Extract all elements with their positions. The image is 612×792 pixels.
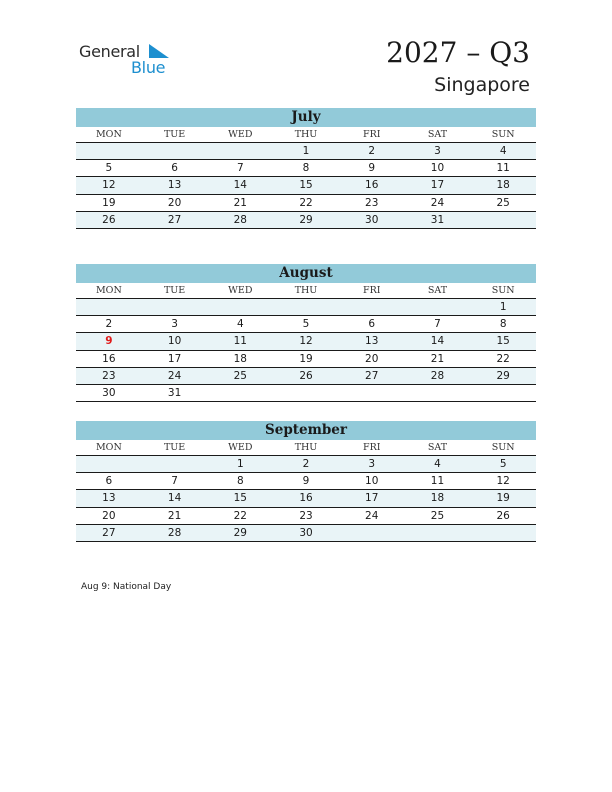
- day-cell: 20: [102, 509, 116, 522]
- day-cell: 12: [496, 475, 510, 488]
- weekday-label: FRI: [362, 285, 381, 296]
- day-cell: 15: [299, 179, 313, 192]
- weekday-label: FRI: [362, 129, 381, 140]
- week-row: [76, 299, 536, 316]
- day-cell: 23: [299, 509, 313, 522]
- weekday-label: SAT: [427, 129, 448, 140]
- weekday-label: WED: [228, 442, 253, 453]
- day-cell: 21: [167, 509, 182, 522]
- day-cell: 29: [299, 213, 313, 226]
- week-row: [76, 160, 536, 177]
- month-calendar-0: [76, 108, 536, 229]
- day-cell: 8: [499, 318, 507, 331]
- day-cell: 12: [299, 335, 313, 348]
- day-cell: 18: [430, 492, 445, 505]
- day-cell: 21: [430, 352, 445, 365]
- day-cell: 1: [302, 145, 310, 157]
- empty-day-cell: [470, 385, 536, 401]
- day-cell: 9: [105, 335, 113, 348]
- day-cell: 2: [302, 458, 310, 470]
- week-row: [76, 490, 536, 507]
- day-cell: 5: [302, 318, 310, 331]
- empty-day-cell: [76, 143, 142, 159]
- empty-day-cell: [273, 299, 339, 315]
- day-cell: 17: [430, 179, 445, 192]
- week-row: [76, 525, 536, 542]
- day-cell: 18: [233, 352, 247, 365]
- day-cell: 4: [434, 458, 441, 470]
- weekday-label: TUE: [163, 129, 186, 140]
- weekday-label: MON: [95, 442, 122, 453]
- week-row: [76, 351, 536, 368]
- day-cell: 2: [105, 318, 113, 331]
- day-cell: 9: [302, 475, 310, 488]
- generalblue-logo: [79, 40, 179, 80]
- weekday-label: SUN: [491, 129, 515, 140]
- day-cell: 2: [368, 145, 376, 157]
- day-cell: 3: [171, 318, 178, 331]
- weekday-label: THU: [294, 285, 318, 296]
- day-cell: 22: [496, 352, 510, 365]
- weekday-header-row: [76, 440, 536, 456]
- week-row: [76, 456, 536, 473]
- weekday-label: SAT: [427, 442, 448, 453]
- day-cell: 11: [430, 475, 445, 488]
- day-cell: 26: [496, 509, 510, 522]
- weekday-label: MON: [95, 285, 122, 296]
- month-calendar-2: [76, 421, 536, 542]
- day-cell: 13: [102, 492, 116, 505]
- week-row: [76, 143, 536, 160]
- day-cell: 1: [499, 301, 507, 313]
- day-cell: 30: [365, 213, 379, 226]
- weekday-label: TUE: [163, 285, 186, 296]
- day-cell: 25: [233, 369, 247, 382]
- empty-day-cell: [142, 299, 208, 315]
- day-cell: 15: [496, 335, 510, 348]
- day-cell: 19: [299, 352, 313, 365]
- week-row: [76, 316, 536, 333]
- day-cell: 14: [233, 179, 247, 192]
- day-cell: 4: [236, 318, 244, 331]
- day-cell: 6: [105, 475, 113, 488]
- empty-day-cell: [207, 143, 273, 159]
- day-cell: 8: [302, 162, 310, 175]
- week-row: [76, 212, 536, 229]
- day-cell: 10: [365, 475, 379, 488]
- empty-day-cell: [76, 299, 142, 315]
- day-cell: 19: [102, 196, 116, 209]
- day-cell: 28: [167, 526, 182, 539]
- weekday-label: SUN: [491, 285, 515, 296]
- day-cell: 7: [171, 475, 178, 488]
- empty-day-cell: [470, 525, 536, 541]
- country-subtitle: Singapore: [434, 74, 530, 96]
- day-cell: 5: [499, 458, 507, 470]
- day-cell: 3: [368, 458, 376, 470]
- day-cell: 17: [167, 352, 182, 365]
- day-cell: 6: [171, 162, 178, 175]
- day-cell: 11: [496, 162, 510, 175]
- day-cell: 4: [499, 145, 507, 157]
- day-cell: 27: [102, 526, 116, 539]
- day-cell: 24: [167, 369, 182, 382]
- day-cell: 6: [368, 318, 376, 331]
- day-cell: 14: [430, 335, 445, 348]
- weekday-label: THU: [294, 129, 318, 140]
- week-row: [76, 333, 536, 350]
- page-title: 2027 – Q3: [386, 36, 530, 69]
- day-cell: 10: [430, 162, 445, 175]
- empty-day-cell: [405, 525, 471, 541]
- weekday-label: TUE: [163, 442, 186, 453]
- weekday-label: MON: [95, 129, 122, 140]
- day-cell: 3: [434, 145, 441, 157]
- day-cell: 20: [167, 196, 182, 209]
- empty-day-cell: [207, 299, 273, 315]
- weekday-label: WED: [228, 285, 253, 296]
- empty-day-cell: [339, 385, 405, 401]
- day-cell: 15: [233, 492, 247, 505]
- day-cell: 16: [299, 492, 313, 505]
- week-row: [76, 177, 536, 194]
- day-cell: 26: [299, 369, 313, 382]
- day-cell: 25: [430, 509, 445, 522]
- empty-day-cell: [339, 525, 405, 541]
- day-cell: 30: [102, 386, 116, 399]
- holiday-note: Aug 9: National Day: [81, 582, 172, 592]
- day-cell: 13: [365, 335, 379, 348]
- week-row: [76, 473, 536, 490]
- day-cell: 31: [430, 213, 445, 226]
- weekday-label: WED: [228, 129, 253, 140]
- day-cell: 23: [102, 369, 116, 382]
- week-row: [76, 368, 536, 385]
- day-cell: 8: [236, 475, 244, 488]
- weekday-header-row: [76, 283, 536, 299]
- day-cell: 27: [167, 213, 182, 226]
- month-title: August: [76, 264, 536, 283]
- month-title: September: [76, 421, 536, 440]
- weekday-header-row: [76, 127, 536, 143]
- day-cell: 20: [365, 352, 379, 365]
- day-cell: 29: [496, 369, 510, 382]
- day-cell: 24: [430, 196, 445, 209]
- day-cell: 7: [236, 162, 244, 175]
- day-cell: 17: [365, 492, 379, 505]
- empty-day-cell: [470, 212, 536, 228]
- day-cell: 28: [430, 369, 445, 382]
- empty-day-cell: [339, 299, 405, 315]
- weekday-label: THU: [294, 442, 318, 453]
- empty-day-cell: [273, 385, 339, 401]
- weekday-label: SUN: [491, 442, 515, 453]
- day-cell: 7: [434, 318, 441, 331]
- empty-day-cell: [142, 143, 208, 159]
- day-cell: 13: [167, 179, 182, 192]
- day-cell: 16: [102, 352, 116, 365]
- month-calendar-1: [76, 264, 536, 402]
- day-cell: 5: [105, 162, 113, 175]
- day-cell: 22: [233, 509, 247, 522]
- day-cell: 28: [233, 213, 247, 226]
- empty-day-cell: [207, 385, 273, 401]
- month-title: July: [76, 108, 536, 127]
- day-cell: 19: [496, 492, 510, 505]
- empty-day-cell: [405, 385, 471, 401]
- day-cell: 29: [233, 526, 247, 539]
- empty-day-cell: [142, 456, 208, 472]
- logo-text-blue: Blue: [131, 58, 166, 77]
- day-cell: 21: [233, 196, 247, 209]
- day-cell: 24: [365, 509, 379, 522]
- day-cell: 22: [299, 196, 313, 209]
- logo-text-general: General: [79, 42, 140, 61]
- day-cell: 30: [299, 526, 313, 539]
- day-cell: 12: [102, 179, 116, 192]
- day-cell: 31: [167, 386, 182, 399]
- logo-triangle-icon: [149, 44, 169, 58]
- day-cell: 18: [496, 179, 510, 192]
- weekday-label: SAT: [427, 285, 448, 296]
- empty-day-cell: [405, 299, 471, 315]
- day-cell: 25: [496, 196, 510, 209]
- day-cell: 14: [167, 492, 182, 505]
- week-row: [76, 195, 536, 212]
- week-row: [76, 385, 536, 402]
- weekday-label: FRI: [362, 442, 381, 453]
- day-cell: 26: [102, 213, 116, 226]
- day-cell: 11: [233, 335, 247, 348]
- day-cell: 9: [368, 162, 376, 175]
- day-cell: 16: [365, 179, 379, 192]
- empty-day-cell: [76, 456, 142, 472]
- day-cell: 27: [365, 369, 379, 382]
- day-cell: 10: [167, 335, 182, 348]
- day-cell: 23: [365, 196, 379, 209]
- day-cell: 1: [236, 458, 244, 470]
- week-row: [76, 508, 536, 525]
